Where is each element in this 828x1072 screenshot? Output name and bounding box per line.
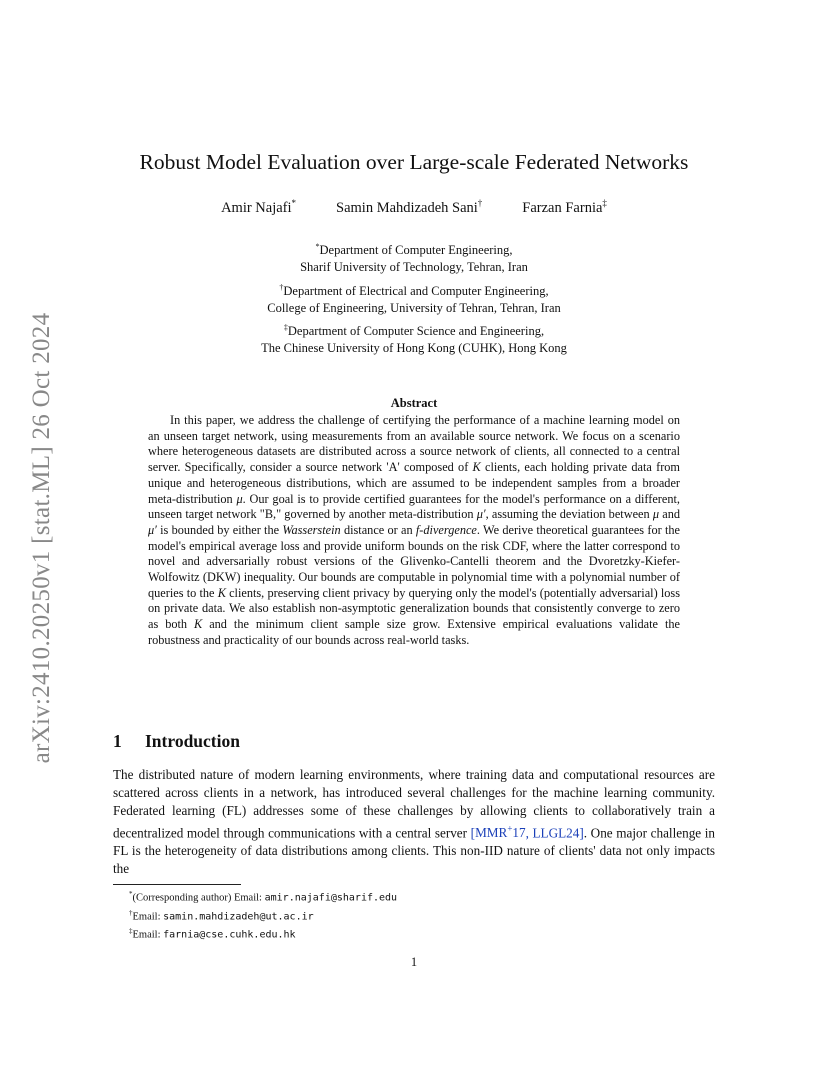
- affiliation-line: College of Engineering, University of Tehran, Tehran, Iran: [267, 301, 561, 316]
- affiliation-3: [0, 319, 828, 357]
- citation-bracket: ]: [579, 825, 584, 841]
- footnote-2: †Email: samin.mahdizadeh@ut.ac.ir: [129, 908, 314, 922]
- affiliation-1: [0, 238, 828, 276]
- paper-title: Robust Model Evaluation over Large-scale Federated Networks: [139, 150, 689, 174]
- affiliation-line: Department of Computer Engineering,: [319, 243, 513, 258]
- abstract-heading: Abstract: [390, 396, 438, 410]
- email-link[interactable]: samin.mahdizadeh@ut.ac.ir: [163, 911, 314, 922]
- section-heading: [113, 731, 240, 752]
- author-1: [221, 198, 296, 217]
- affiliation-mark: *: [315, 242, 320, 251]
- email-link[interactable]: amir.najafi@sharif.edu: [264, 892, 398, 904]
- section-title: Introduction: [145, 731, 240, 751]
- author-name: Amir Najafi: [221, 199, 292, 216]
- author-list: [0, 198, 828, 217]
- page-number: 1: [410, 955, 418, 969]
- citation-bracket: [: [470, 825, 476, 841]
- emphasis: Wasserstein: [282, 522, 341, 537]
- emphasis: f-divergence: [415, 522, 477, 537]
- author-mark: ‡: [602, 198, 607, 208]
- affiliation-mark: †: [279, 283, 284, 292]
- math-var: K: [194, 617, 203, 632]
- math-var: μ′: [476, 507, 486, 522]
- affiliation-2: [0, 279, 828, 317]
- author-name: Farzan Farnia: [522, 199, 603, 216]
- footnotes: [113, 887, 713, 943]
- author-mark: †: [477, 198, 483, 208]
- math-var: K: [217, 585, 226, 600]
- affiliation-line: Department of Electrical and Computer Engineering,: [283, 284, 549, 299]
- section-number: 1: [113, 731, 122, 751]
- footnote-3: ‡Email: farnia@cse.cuhk.edu.hk: [129, 927, 296, 941]
- arxiv-identifier: arXiv:2410.20250v1 [stat.ML] 26 Oct 2024: [28, 312, 55, 764]
- math-var: K: [472, 460, 481, 475]
- abstract-text: In this paper, we address the challenge of certifying the performance of a machine learning model on an unseen target network, using measurements from an available source network. We focus on a scenario where heterogeneous datasets are distributed across a source network of clients, all connected to a central server. Specifically, consider a source network 'A' composed of K clients, each holding private data from unique and heterogeneous distributions, which are assumed to be independent samples from a broader meta-distribution μ. Our goal is to provide certified guarantees for the model's performance on a different, unseen target network "B," governed by another meta-distribution μ′, assuming the deviation between μ and μ′ is bounded by either the Wasserstein distance or an f-divergence. We derive theoretical guarantees for the model's empirical average loss and provide uniform bounds on the risk CDF, where the latter correspond to novel and adversarially robust versions of the Glivenko-Cantelli theorem and the Dvoretzky-Kiefer-Wolfowitz (DKW) inequality. Our bounds are computable in polynomial time with a polynomial number of queries to the K clients, preserving client privacy by querying only the model's (potentially adversarial) loss on private data. We also establish non-asymptotic generalization bounds that consistently converge to zero as both K and the minimum client sample size grow. Extensive empirical evaluations validate the robustness and practicality of our bounds across real-world tasks.: [148, 413, 680, 647]
- citation-link[interactable]: MMR+17: [475, 824, 526, 841]
- footnote-1: *(Corresponding author) Email: amir.najafi@sharif.edu: [129, 890, 398, 904]
- author-2: [336, 198, 482, 217]
- author-mark: *: [291, 198, 297, 208]
- affiliation-line: The Chinese University of Hong Kong (CUHK), Hong Kong: [261, 341, 567, 356]
- affiliation-line: Department of Computer Science and Engineering,: [287, 324, 545, 339]
- footnote-divider: [113, 884, 241, 885]
- math-var: μ′: [148, 522, 157, 537]
- author-name: Samin Mahdizadeh Sani: [336, 199, 478, 216]
- email-link[interactable]: farnia@cse.cuhk.edu.hk: [163, 929, 296, 941]
- author-3: [522, 198, 607, 217]
- introduction-text: The distributed nature of modern learning environments, where training data and computational resources are scattered across clients in a network, has introduced several challenges for the machine learning community. Federated learning (FL) addresses some of these challenges by allowing clients to collaboratively train a decentralized model through communications with a central server [MMR+17, LLGL24]. One major challenge in FL is the heterogeneity of data distributions among clients. This non-IID nature of clients' data not only impacts the: [113, 767, 716, 877]
- math-var: μ: [236, 491, 243, 506]
- math-var: μ: [652, 507, 660, 522]
- citation-link[interactable]: LLGL24: [532, 825, 580, 841]
- affiliation-line: Sharif University of Technology, Tehran, Iran: [300, 260, 528, 275]
- affiliation-mark: ‡: [283, 323, 288, 332]
